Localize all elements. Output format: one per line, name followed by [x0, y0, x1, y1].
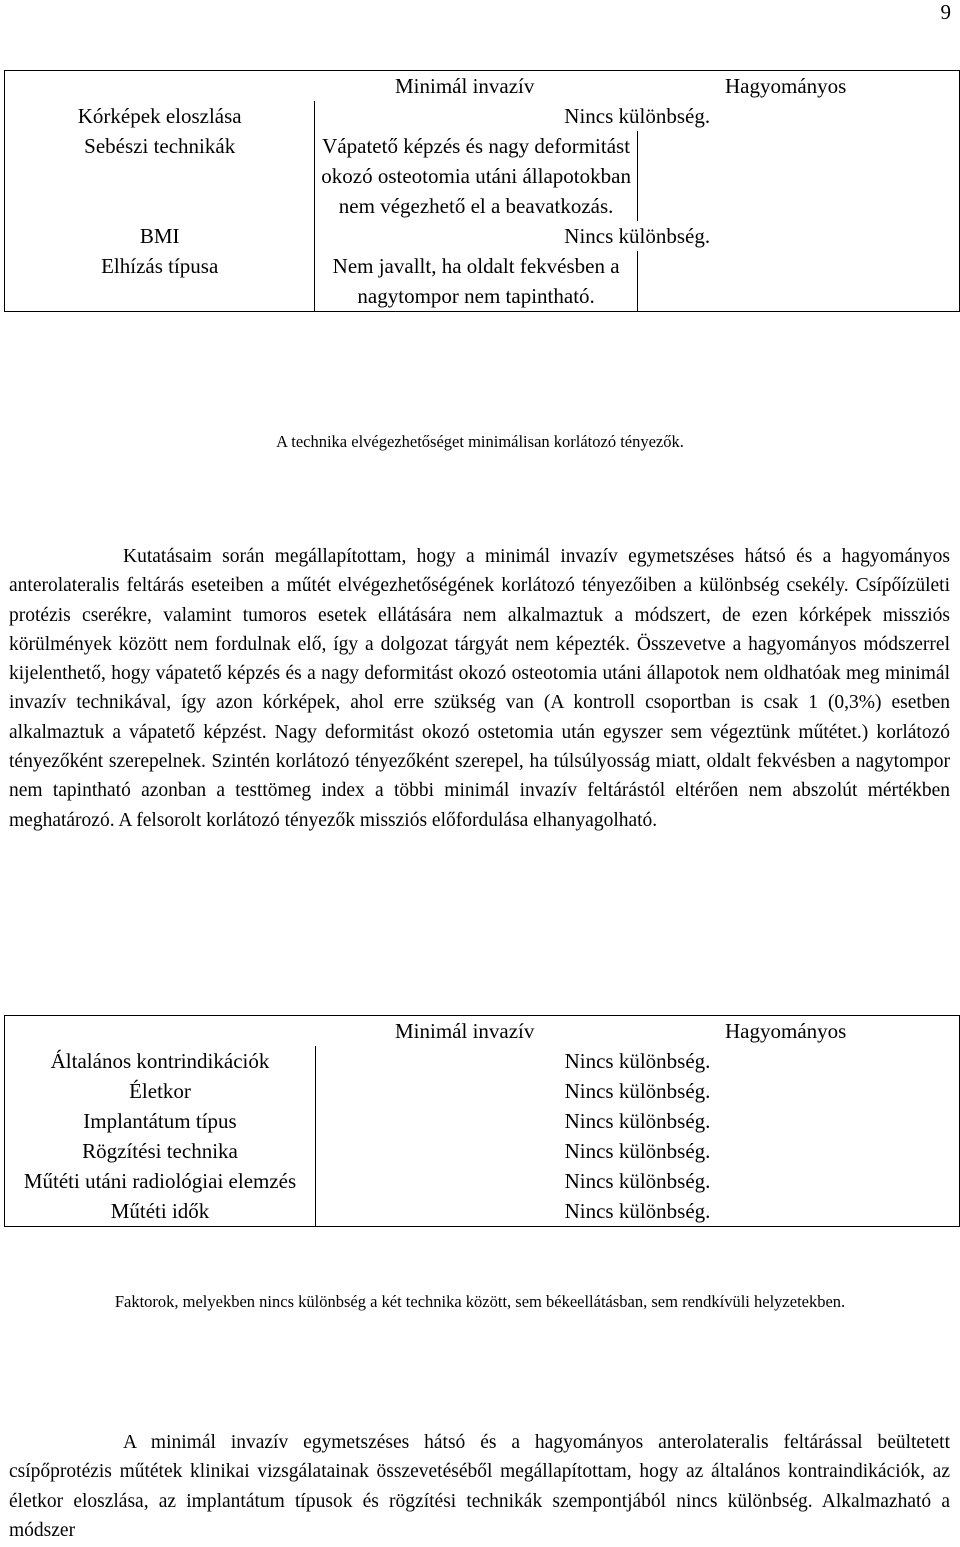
- row-label: Általános kontrindikációk: [5, 1046, 316, 1076]
- header-minimal-invasive: Minimál invazív: [395, 74, 535, 98]
- no-difference-table: [4, 1015, 960, 1227]
- table-row: [5, 221, 960, 251]
- table-header-row: [5, 71, 960, 102]
- row-label: Rögzítési technika: [5, 1136, 316, 1166]
- table-row: [5, 1106, 960, 1136]
- page-number: 9: [940, 0, 951, 24]
- row-label: Műtéti utáni radiológiai elemzés: [5, 1166, 316, 1196]
- limiting-factors-table: [4, 70, 960, 312]
- table2-caption: Faktorok, melyekben nincs különbség a két technika között, sem békeellátásban, sem rendkívüli helyzetekben.: [114, 1292, 846, 1311]
- row-label: Életkor: [5, 1076, 316, 1106]
- row-value-empty: [637, 251, 959, 312]
- row-value: Vápatető képzés és nagy deformitást okozó osteotomia utáni állapotokban nem végezhető el a beavatkozás.: [315, 131, 637, 221]
- row-label: Elhízás típusa: [5, 251, 315, 312]
- table-row: [5, 1166, 960, 1196]
- row-value: Nincs különbség.: [316, 1196, 960, 1227]
- table-row: [5, 1046, 960, 1076]
- table-row: [5, 101, 960, 131]
- row-label: BMI: [5, 221, 315, 251]
- row-label: Műtéti idők: [5, 1196, 316, 1227]
- header-traditional: Hagyományos: [725, 74, 847, 98]
- row-value: Nincs különbség.: [316, 1046, 960, 1076]
- table1-caption: A technika elvégezhetőséget minimálisan korlátozó tényezők.: [276, 432, 684, 451]
- row-label: Sebészi technikák: [5, 131, 315, 221]
- body-paragraph: Kutatásaim során megállapítottam, hogy a minimál invazív egymetszéses hátsó és a hagyományos anterolateralis feltárás eseteiben a műtét elvégezhetőségének korlátozó tényezőiben a különbség csekély. Csípőízületi protézis cserékre, valamint tumoros esetek ellátására nem alkalmaztuk a módszert, de ezen kórképek missziós körülmények között nem fordulnak elő, így a dolgozat tárgyát nem képezték. Összevetve a hagyományos módszerrel kijelenthető, hogy vápatető képzés és a nagy deformitást okozó osteotomia utáni állapotok nem oldhatóak meg minimál invazív technikával, így azon kórképek, ahol erre szükség van (A kontroll csoportban is csak 1 (0,3%) esetben alkalmaztuk a vápatető képzést. Nagy deformitást okozó ostetomia után egyszer sem végeztünk műtétet.) korlátozó tényezőként szerepelnek. Szintén korlátozó tényezőként szerepel, ha túlsúlyosság miatt, oldalt fekvésben a nagytompor nem tapintható azonban a testtömeg index a többi minimál invazív feltárástól eltérően nem abszolút mértékben meghatározó. A felsorolt korlátozó tényezők missziós előfordulása elhanyagolható.: [9, 546, 950, 831]
- row-value: Nincs különbség.: [316, 1076, 960, 1106]
- table-row: [5, 251, 960, 312]
- table-row: [5, 1136, 960, 1166]
- header-minimal-invasive: Minimál invazív: [395, 1019, 535, 1043]
- row-value: Nincs különbség.: [315, 221, 960, 251]
- table-row: [5, 1196, 960, 1227]
- table-row: [5, 1076, 960, 1106]
- row-value: Nincs különbség.: [315, 101, 960, 131]
- header-traditional: Hagyományos: [725, 1019, 847, 1043]
- body-paragraph-2: A minimál invazív egymetszéses hátsó és a hagyományos anterolateralis feltárással beültetett csípőprotézis műtétek klinikai vizsgálatainak összevetéséből megállapítottam, hogy az általános kontraindikációk, az életkor eloszlása, az implantátum típusok és rögzítési technikák szempontjából nincs különbség. Alkalmazható a módszer: [9, 1432, 950, 1541]
- row-value: Nincs különbség.: [316, 1106, 960, 1136]
- row-value: Nincs különbség.: [316, 1166, 960, 1196]
- row-value-empty: [637, 131, 959, 221]
- table-header-row: [5, 1016, 960, 1047]
- table-row: [5, 131, 960, 221]
- row-value: Nem javallt, ha oldalt fekvésben a nagytompor nem tapintható.: [315, 251, 637, 312]
- row-label: Implantátum típus: [5, 1106, 316, 1136]
- row-label: Kórképek eloszlása: [5, 101, 315, 131]
- row-value: Nincs különbség.: [316, 1136, 960, 1166]
